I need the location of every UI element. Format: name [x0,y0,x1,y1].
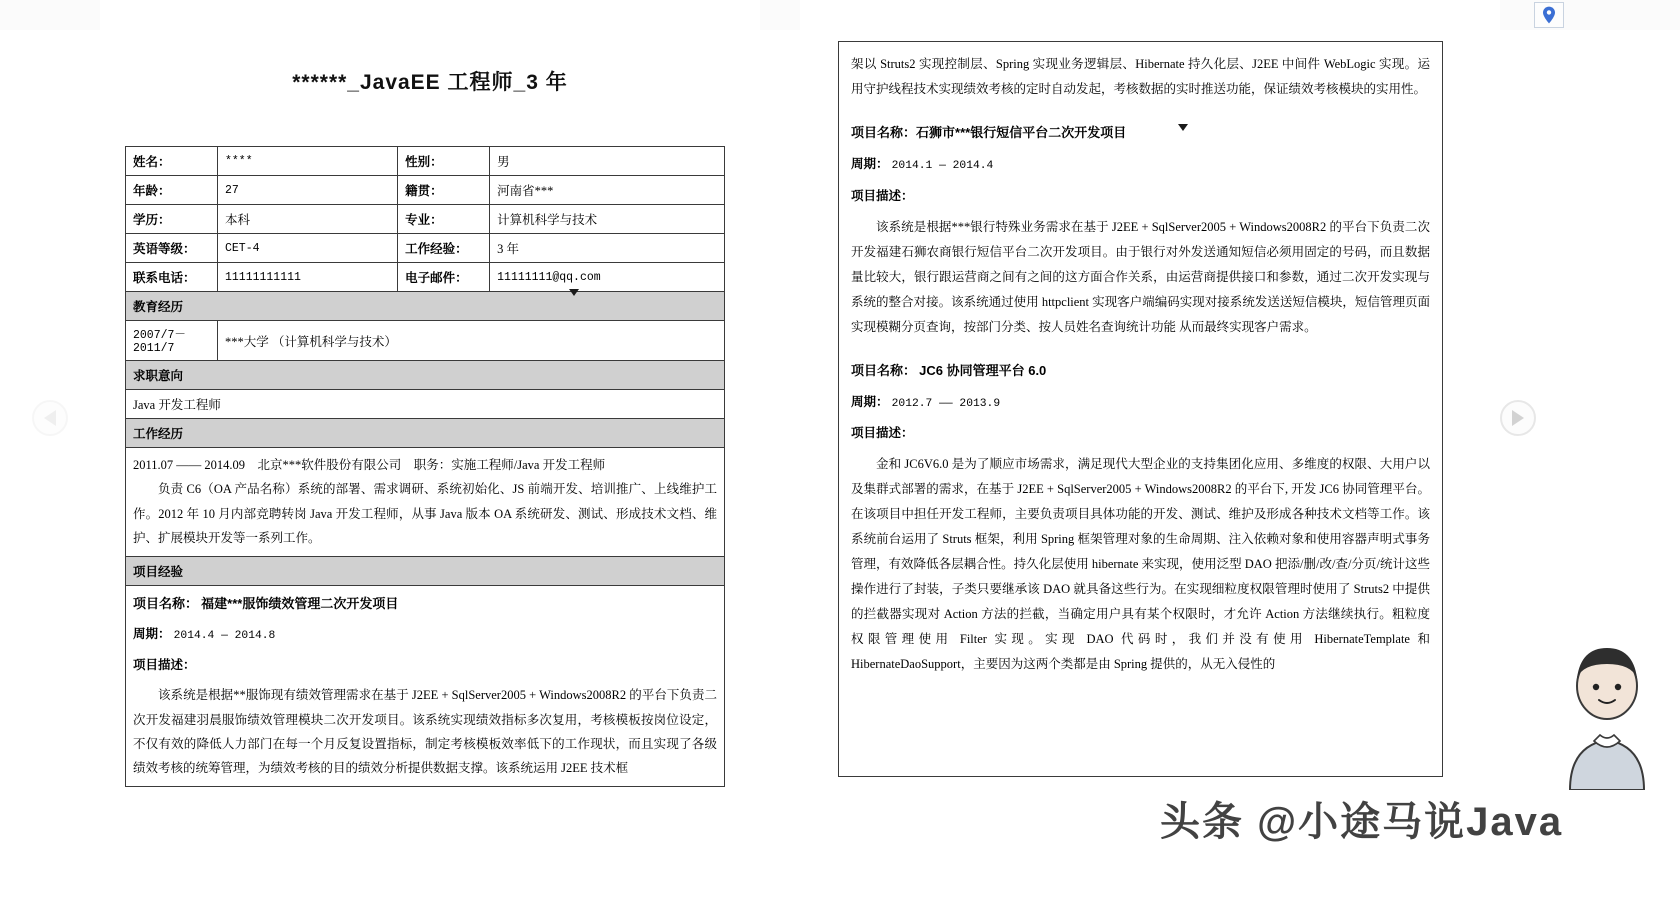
field-value: 3 年 [490,234,725,263]
project-cell [126,585,725,786]
education-period: 2007/7－2011/7 [126,321,218,361]
project-name: 石狮市***银行短信平台二次开发项目 [916,125,1127,140]
section-header-projects [126,556,725,585]
project-bank-description: 该系统是根据***银行特殊业务需求在基于 J2EE + SqlServer2005 + Windows2008R2 的平台下负责二次开发福建石狮农商银行短信平台二次开发项目。由于银行对外发送通知短信必须用固定的号码，而且数据量比较大，银行跟运营商之间有之间的这方面合作关系，由运营商提供接口和参数，通过二次开发实现与系统的整合对接。该系统通过使用 httpclient 实现客户端编码实现对接系统发送送短信模块，短信管理页面实现模糊分页查询，按部门分类、按人员姓名查询统计功能 从而最终实现客户需求。 [851,219,1430,334]
project-jc6-description: 金和 JC6V6.0 是为了顺应市场需求，满足现代大型企业的支持集团化应用、多维度的权限、大用户以及集群式部署的需求，在基于 J2EE + SqlServer2005 + Windows2008R2 的平台下, 开发 JC6 协同管理平台。在该项目中担任开发工程师，主要负责项目具体功能的开发、测试、维护及形成各种技术文档等工作。该系统前台运用了 Struts 框架，利用 Spring 框架管理对象的生命周期、注入依赖对象和使用容器声明式事务管理，有效降低各层耦合性。持久化层使用 hibernate 来实现，使用泛型 DAO 把添/删/改/查/分页/统计这些操作进行了封装，子类只要继承该 DAO 就具备这些行为。在实现细粒度权限管理时使用了 Struts2 中提供的拦截器实现对 Action 方法的拦截，当确定用户具有某个权限时，才允许 Action 方法继续执行。粗粒度权限管理使用 Filter 实现。实现 DAO 代码时，我们并没有使用 HibernateTemplate 和 HibernateDaoSupport，主要因为这两个类都是由 Spring 提供的，从无入侵性的 [851,457,1430,672]
field-value: 本科 [218,205,398,234]
field-label: 电子邮件： [398,263,490,292]
resume-page-2 [800,0,1500,897]
field-label: 姓名： [126,147,218,176]
text-caret-marker [569,289,579,296]
table-row [126,234,725,263]
project-bank-name-line [851,120,1430,146]
project-period-label: 周期： [851,394,889,409]
watermark-text: 头条 @小途马说Java [1160,800,1564,844]
project-name: 福建***服饰绩效管理二次开发项目 [201,595,399,611]
project-desc-label: 项目描述： [133,657,196,672]
project-name-label: 项目名称： [851,125,917,140]
section-title: 项目经验 [126,556,725,585]
chevron-left-icon [44,410,56,426]
section-title: 求职意向 [126,361,725,390]
previous-page-button[interactable] [32,400,68,436]
field-value: 男 [490,147,725,176]
location-pin-button[interactable] [1534,2,1564,28]
project-name-line [133,591,717,616]
field-value: 11111111@qq.com [490,263,725,292]
table-row [126,448,725,557]
project-period: 2014.1 ― 2014.4 [891,160,994,172]
section-title: 工作经历 [126,419,725,448]
project-bank-desc-label: 项目描述： [851,188,914,203]
project-period-label: 周期： [851,157,889,171]
project-jc6-period-line [851,390,1430,416]
work-period-company: 2011.07 —— 2014.09 北京***软件股份有限公司 职务：实施工程师/Java 开发工程师 [133,458,606,472]
section-title: 教育经历 [126,292,725,321]
field-value: 11111111111 [218,263,398,292]
continued-paragraph: 架以 Struts2 实现控制层、Spring 实现业务逻辑层、Hibernate 持久化层、J2EE 中间件 WebLogic 实现。运用守护线程技术实现绩效考核的定时自动发起，考核数据的实时推送功能，保证绩效考核模块的实用性。 [851,57,1430,96]
resume-page-1 [100,0,760,897]
field-label: 学历： [126,205,218,234]
project-name-label: 项目名称： [851,362,917,378]
project-jc6-name-line [851,358,1430,384]
text-caret-marker [1178,124,1188,131]
work-experience-cell [126,448,725,557]
table-row [126,205,725,234]
project-period: 2012.7 ―― 2013.9 [891,397,1001,410]
field-label: 联系电话： [126,263,218,292]
section-header-work [126,419,725,448]
project-period: 2014.4 — 2014.8 [173,629,276,642]
page2-content-frame [838,41,1443,777]
field-value: CET-4 [218,234,398,263]
table-row [126,390,725,419]
location-pin-icon [1541,6,1557,24]
project-description: 该系统是根据**服饰现有绩效管理需求在基于 J2EE + SqlServer2005 + Windows2008R2 的平台下负责二次开发福建羽晨服饰绩效管理模块二次开发项目。该系统实现绩效指标多次复用，考核模板按岗位设定，不仅有效的降低人力部门在每一个月反复设置指标，制定考核模板效率低下的工作现状，而且实现了各级绩效考核的统筹管理，为绩效考核的目的绩效分析提供数据支撑。该系统运用 J2EE 技术框 [133,688,717,776]
project-period-line [133,622,717,647]
project-bank-period-line [851,152,1430,178]
field-value: 计算机科学与技术 [490,205,725,234]
table-row [126,321,725,361]
page-title: ******_JavaEE 工程师_3 年 [292,71,568,94]
paragraph-spacer [851,102,1430,120]
field-label: 专业： [398,205,490,234]
chevron-right-icon [1512,410,1524,426]
table-row [126,263,725,292]
education-school: ***大学 （计算机科学与技术） [218,321,725,361]
field-label: 工作经验： [398,234,490,263]
section-header-objective [126,361,725,390]
field-label: 性别： [398,147,490,176]
work-description: 负责 C6（OA 产品名称）系统的部署、需求调研、系统初始化、JS 前端开发、培训推广、上线维护工作。2012 年 10 月内部竞聘转岗 Java 开发工程师，从事 Java 版本 OA 系统研发、测试、形成技术文档、维护、扩展模块开发等一系列工作。 [133,482,717,546]
table-row [126,585,725,786]
project-period-label: 周期： [133,626,171,641]
objective-value: Java 开发工程师 [126,390,725,419]
field-value: 河南省*** [490,176,725,205]
project-name: JC6 协同管理平台 6.0 [919,362,1047,378]
table-row [126,176,725,205]
field-label: 籍贯： [398,176,490,205]
field-label: 英语等级： [126,234,218,263]
project-name-label: 项目名称： [133,595,199,611]
project-jc6-desc-label: 项目描述： [851,426,914,441]
personal-info-table [125,146,725,787]
next-page-button[interactable] [1500,400,1536,436]
table-row [126,147,725,176]
section-header-education [126,292,725,321]
field-value: 27 [218,176,398,205]
avatar [1548,640,1666,790]
field-value: **** [218,147,398,176]
field-label: 年龄： [126,176,218,205]
paragraph-spacer [851,340,1430,358]
